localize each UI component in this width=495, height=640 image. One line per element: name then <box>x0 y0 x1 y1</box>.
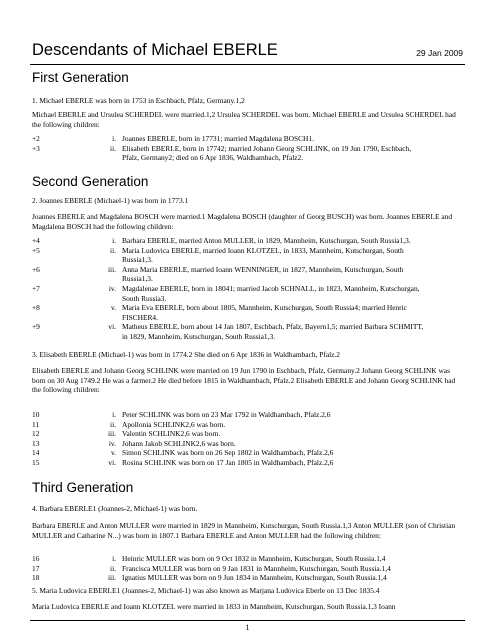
child-number: +4 <box>32 236 40 245</box>
document-title: Descendants of Michael EBERLE <box>32 41 278 59</box>
marriage-paragraph-3: Elisabeth EBERLE and Johann Georg SCHLINK were married on 19 Jun 1790 in Eschbach, Pfalz, Germany.2 Johann Georg SCHLINK was born on 30 Aug 1749.2 He was a farmer.2 He died before 1815 in Waldhambach, Pfalz.2 Elisabeth EBERLE and Johann Georg SCHLINK had the following children: <box>32 366 456 395</box>
child-text: Joannes EBERLE, born in 17731; married Magdalena BOSCH1. <box>122 134 314 143</box>
child-text: Russia1,3. <box>122 255 153 265</box>
child-text: Rosina SCHLINK was born on 17 Jan 1805 in Waldhambach, Pfalz.2,6 <box>122 458 334 467</box>
child-number: +9 <box>32 322 40 332</box>
child-text: South Russia3. <box>122 293 167 303</box>
child-text: Barbara EBERLE, married Anton MULLER, in 1829, Mannheim, Kutschurgan, South Russia1,3. <box>122 236 411 245</box>
child-number: 15 <box>32 458 40 467</box>
child-roman: i. <box>112 134 116 143</box>
child-number: +2 <box>32 134 40 143</box>
child-text: Heinric MULLER was born on 9 Oct 1832 in Mannheim, Kutschurgan, South Russia.1,4 <box>122 554 386 563</box>
child-row <box>32 554 464 564</box>
child-number: 11 <box>32 419 40 429</box>
child-row <box>32 265 464 275</box>
child-roman: vi. <box>108 458 116 467</box>
child-row <box>32 246 464 256</box>
child-row <box>32 439 464 449</box>
child-text: in 1829, Mannheim, Kutschurgan, South Russia1,3. <box>122 332 276 341</box>
child-number: +6 <box>32 264 40 274</box>
child-roman: i. <box>112 410 116 419</box>
person-entry-1: 1. Michael EBERLE was born in 1753 in Eschbach, Pfalz, Germany.1,2 <box>32 96 245 105</box>
person-entry-3: 3. Elisabeth EBERLE (Michael-1) was born in 1774.2 She died on 6 Apr 1836 in Waldhambach, Pfalz.2 <box>32 350 340 359</box>
child-roman: ii. <box>110 245 116 255</box>
child-roman: iii. <box>107 264 116 274</box>
footer-rule <box>30 620 465 621</box>
child-roman: iv. <box>108 284 116 293</box>
child-text: Magdalenae EBERLE, born in 18041; married Jacob SCHNALL, in 1823, Mannheim, Kutschurgan, <box>122 284 420 293</box>
section-heading-third: Third Generation <box>32 480 134 495</box>
child-row <box>32 274 464 284</box>
child-row <box>32 322 464 332</box>
child-roman: v. <box>110 448 116 458</box>
marriage-paragraph-2: Joannes EBERLE and Magdalena BOSCH were married.1 Magdalena BOSCH (daughter of Georg BUSCH) was born. Joannes EBERLE and Magdalena BOSCH had the following children: <box>32 212 453 231</box>
section-heading-second: Second Generation <box>32 174 149 189</box>
child-row <box>32 255 464 265</box>
child-row <box>32 564 464 574</box>
child-number: 10 <box>32 410 40 419</box>
child-number: +3 <box>32 143 40 153</box>
child-roman: ii. <box>110 563 116 573</box>
child-number: 16 <box>32 554 40 563</box>
child-row <box>32 144 464 154</box>
child-row <box>32 458 464 468</box>
child-number: 12 <box>32 429 40 439</box>
child-text: Francisca MULLER was born on 9 Jan 1831 in Mannheim, Kutschurgan, South Russia.1,4 <box>122 563 391 573</box>
child-number: 17 <box>32 563 40 573</box>
marriage-paragraph-1: Michael EBERLE and Ursulea SCHERDEL were married.1,2 Ursulea SCHERDEL was born. Michael EBERLE and Ursulea SCHERDEL had the following children: <box>32 110 456 129</box>
child-number: +5 <box>32 245 40 255</box>
child-text: FISCHER4. <box>122 312 158 322</box>
child-text: Matheus EBERLE, born about 14 Jan 1807, Eschbach, Pfalz, Bayern1,5; married Barbara SCHMITT, <box>122 322 424 332</box>
child-roman: vi. <box>108 322 116 332</box>
child-row <box>32 429 464 439</box>
child-text: Russia1,3. <box>122 274 153 284</box>
child-row <box>32 420 464 430</box>
child-roman: iv. <box>108 438 116 448</box>
child-row <box>32 236 464 246</box>
page-number: 1 <box>245 623 250 632</box>
child-text: Elisabeth EBERLE, born in 17742; married Johann Georg SCHLINK, on 19 Jun 1790, Eschbach, <box>122 143 412 153</box>
child-number: +8 <box>32 303 40 313</box>
child-text: Ignatius MULLER was born on 9 Jun 1834 in Mannheim, Kutschurgan, South Russia.1,4 <box>122 573 387 583</box>
child-row <box>32 294 464 304</box>
child-text: Maria Ludovica EBERLE, married Ioann KLOTZEL, in 1833, Mannheim, Kutschurgan, South <box>122 245 404 255</box>
child-text: Anna Maria EBERLE, married Ioann WENNINGER, in 1827, Mannheim, Kutschurgan, South <box>122 264 404 274</box>
child-roman: v. <box>110 303 116 313</box>
child-row <box>32 410 464 420</box>
child-roman: i. <box>112 554 116 563</box>
child-text: Peter SCHLINK was born on 23 Mar 1792 in Waldhambach, Pfalz.2,6 <box>122 410 331 419</box>
child-text: Apollonia SCHLINK2,6 was born. <box>122 419 226 429</box>
child-roman: iii. <box>107 573 116 583</box>
child-row <box>32 448 464 458</box>
person-entry-5: 5. Maria Ludovica EBERLE1 (Joannes-2, Michael-1) was also known as Marjana Ludovica Eberle on 13 Dec 1835.4 <box>32 586 380 595</box>
person-entry-4: 4. Barbara EBERLE1 (Joannes-2, Michael-1) was born. <box>32 504 198 513</box>
child-number: 13 <box>32 438 40 448</box>
child-text: Maria Eva EBERLE, born about 1805, Mannheim, Kutschurgan, South Russia4; married Henric <box>122 303 407 313</box>
marriage-paragraph-4: Barbara EBERLE and Anton MULLER were married in 1829 in Mannheim, Kutschurgan, South Russia.1,3 Anton MULLER (son of Christian MULLER and Catharine N...) was born in 1807.1 Barbara EBERLE and Anton MULLER had the following children: <box>32 521 456 540</box>
child-roman: ii. <box>110 419 116 429</box>
child-roman: iii. <box>107 429 116 439</box>
child-number: 14 <box>32 448 40 458</box>
child-row <box>32 284 464 294</box>
child-row <box>32 573 464 583</box>
page-header <box>30 38 465 65</box>
person-entry-2: 2. Joannes EBERLE (Michael-1) was born in 1773.1 <box>32 196 189 205</box>
document-date: 29 Jan 2009 <box>416 48 463 58</box>
marriage-paragraph-5: Maria Ludovica EBERLE and Ioann KLOTZEL were married in 1833 in Mannheim, Kutschurgan, South Russia.1,3 Ioann <box>32 602 396 611</box>
child-row <box>32 313 464 323</box>
child-number: +7 <box>32 284 40 293</box>
section-heading-first: First Generation <box>32 70 129 85</box>
child-text: Simon SCHLINK was born on 26 Sep 1802 in Waldhambach, Pfalz.2,6 <box>122 448 334 458</box>
child-number: 18 <box>32 573 40 583</box>
child-row <box>32 134 464 144</box>
child-text: Pfalz, Germany2; died on 6 Apr 1836, Waldhambach, Pfalz2. <box>122 153 304 163</box>
child-row <box>32 153 464 163</box>
child-row <box>32 303 464 313</box>
child-roman: i. <box>112 236 116 245</box>
child-row <box>32 332 464 342</box>
child-text: Valentin SCHLINK2,6 was born. <box>122 429 221 439</box>
child-roman: ii. <box>110 143 116 153</box>
child-text: Johann Jakob SCHLINK2,6 was born. <box>122 438 236 448</box>
